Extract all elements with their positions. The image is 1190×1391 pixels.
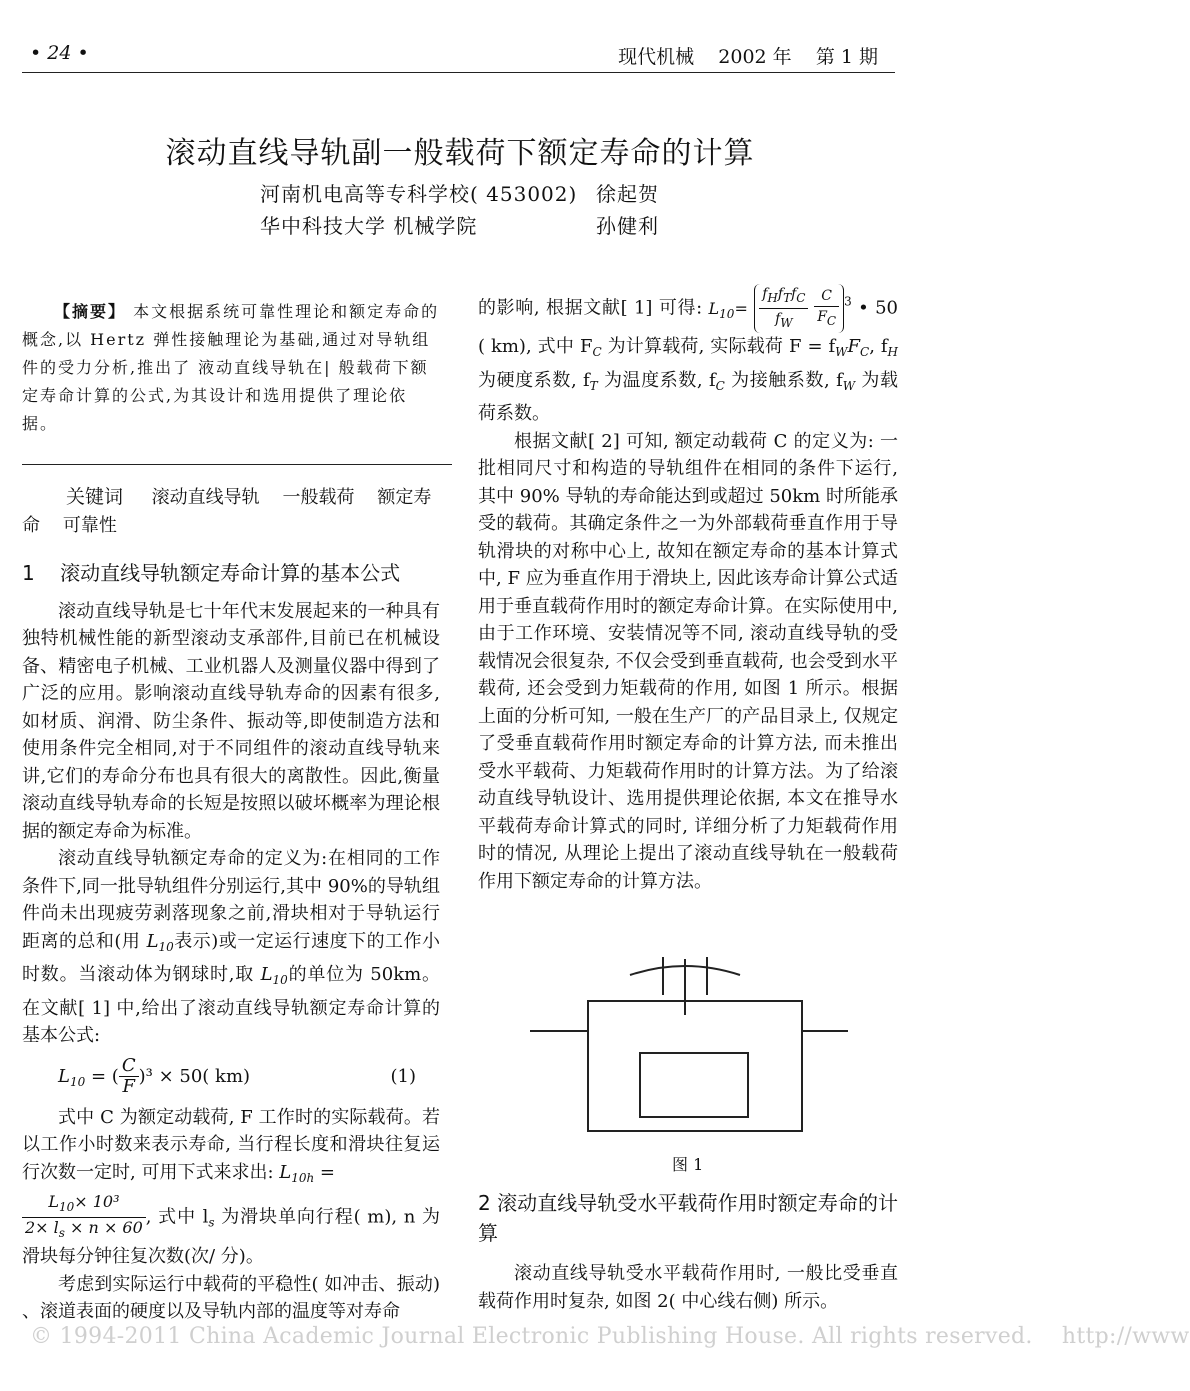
figure-1-caption: 图 1	[672, 1155, 704, 1174]
affiliation-2: 华中科技大学 机械学院	[260, 214, 478, 238]
abstract-label: 【摘要】	[54, 302, 127, 321]
slider-block	[588, 1001, 802, 1131]
copyright-footer: © 1994-2011 China Academic Journal Electronic Publishing House. All rights reserved. http://www	[30, 1324, 1190, 1349]
author-1: 徐起贺	[596, 182, 659, 206]
L10-symbol-a: $L_{10}$	[146, 930, 174, 954]
left-column	[22, 560, 440, 1326]
guide-rail	[640, 1053, 748, 1117]
abstract	[22, 298, 440, 438]
section2-para1: 滚动直线导轨受水平载荷作用时, 一般比受垂直载荷作用时复杂, 如图 2( 中心线右侧) 所示。	[478, 1263, 898, 1312]
L10-symbol-b: $L_{10}$	[260, 964, 288, 987]
life-formula: $\frac{\text{fHfTfC}}{fW}$ $\frac{C}{FC}$	[754, 284, 844, 333]
section1-para1: 滚动直线导轨是七十年代末发展起来的一种具有独特机械性能的新型滚动支承部件,目前已在机械设备、精密电子机械、工业机器人及测量仪器中得到了广泛的应用。影响滚动直线导轨寿命的因素有很多,如材质、润滑、防尘条件、振动等,即使制造方法和使用条件完全相同,对于不同组件的滚动直线导轨来讲,它们的寿命分布也具有很大的离散性。因此,衡量滚动直线导轨寿命的长短是按照以破坏概率为理论根据的额定寿命为标准。	[22, 600, 440, 842]
section1-para4: 考虑到实际运行中载荷的平稳性( 如冲击、振动) 、滚道表面的硬度以及导轨内部的温度等对寿命	[22, 1273, 440, 1322]
right-para2: 根据文献[ 2] 可知, 额定动载荷 C 的定义为: 一批相同尺寸和构造的导轨组件在相同的条件下运行, 其中 90% 导轨的寿命能达到或超过 50km 时所能承受的载荷。其确定条件之一为外部载荷垂直作用于导轨滑块的对称中心上, 故知在额定寿命的基本计算式中, F 应为垂直作用于滑块上, 因此该寿命计算公式适用于垂直载荷作用时的额定寿命计算。在实际使用中, 由于工作环境、安装情况等不同, 滚动直线导轨的受载情况会很复杂, 不仅会受到垂直载荷, 也会受到水平载荷, 还会受到力矩载荷的作用, 如图 1 所示。根据上面的分析可知, 一般在生产厂的产品目录上, 仅规定了受垂直载荷作用时额定寿命的计算方法, 而未推出受水平载荷、力矩载荷作用时的计算方法。为了给滚动直线导轨设计、选用提供理论依据, 本文在推导水平载荷寿命计算式的同时, 详细分析了力矩载荷作用时的情况, 从理论上提出了滚动直线导轨在一般载荷作用下额定寿命的计算方法。	[478, 430, 898, 892]
keywords-text: 滚动直线导轨 一般载荷 额定寿命 可靠性	[22, 487, 432, 536]
section1-para3: 式中 C 为额定动载荷, F 工作时的实际载荷。若以工作小时数来表示寿命, 当行程长度和滑块往复运行次数一定时, 可用下式来求出: $L_{10h}$ =	[22, 1106, 440, 1185]
paper-title: 滚动直线导轨副一般载荷下额定寿命的计算	[165, 136, 755, 171]
right-para1: 的影响, 根据文献[ 1] 可得: $L_{10}=$ $\frac{\text{fHfTfC}}{fW}$ $\frac{C}{FC}$ $^3$ • 50 ( km), 式中 $F_C$ 为计算载荷, 实际载荷 $F = f_WF_C$, $f_H$ 为硬度系数, $f_T$ 为温度系数, $f_C$ 为接触系数, $f_W$ 为载荷系数。	[478, 286, 899, 424]
p2-text-b: 表示)或一定运行速度下的工作小时数。当滚动体为钢球时,取	[22, 930, 440, 985]
equation-hours: $\frac{L_{10}\times 10^3}{2\times l_s \times n \times 60}$ , 式中 $l_s$ 为滑块单向行程( m), n 为滑块每分钟往复次数(次/ 分)。	[22, 1192, 440, 1267]
keywords-label: 关键词	[66, 486, 124, 508]
right-column	[478, 284, 898, 895]
section1-heading: 1 滚动直线导轨额定寿命计算的基本公式	[22, 561, 401, 585]
keywords	[22, 484, 440, 539]
equation-1-number: (1)	[390, 1065, 416, 1087]
abstract-text: 本文根据系统可靠性理论和额定寿命的概念,以 Hertz 弹性接触理论为基础,通过对导轨组件的受力分析,推出了 液动直线导轨在| 般载荷下额定寿命计算的公式,为其设计和选用提供了理论依据。	[22, 302, 440, 433]
p2-text-a: 滚动直线导轨额定寿命的定义为:在相同的工作条件下,同一批导轨组件分别运行,其中 90%的导轨组件尚未出现疲劳剥落现象之前,滑块相对于导轨运行距离的总和(用	[22, 848, 440, 952]
section2-heading: 2 滚动直线导轨受水平载荷作用时额定寿命的计算	[478, 1191, 898, 1245]
section1-para2	[22, 845, 440, 1050]
equation-1: $L_{10}$ = ( $\frac{C}{F}$ )³ × 50( km) (1)	[22, 1050, 440, 1104]
author-2: 孙健利	[596, 214, 659, 238]
journal-info: 现代机械 2002 年 第 1 期	[618, 46, 878, 68]
page-number: • 24 •	[30, 42, 89, 64]
section2	[478, 1188, 898, 1315]
p2-text-c: 的单位为 50km。在文献[ 1] 中,给出了滚动直线导轨额定寿命计算的基本公式:	[22, 964, 440, 1046]
affiliation-1: 河南机电高等专科学校( 453002)	[260, 182, 578, 206]
figure-1-diagram	[530, 955, 860, 1145]
abstract-divider	[22, 464, 452, 465]
header-divider	[22, 72, 895, 73]
